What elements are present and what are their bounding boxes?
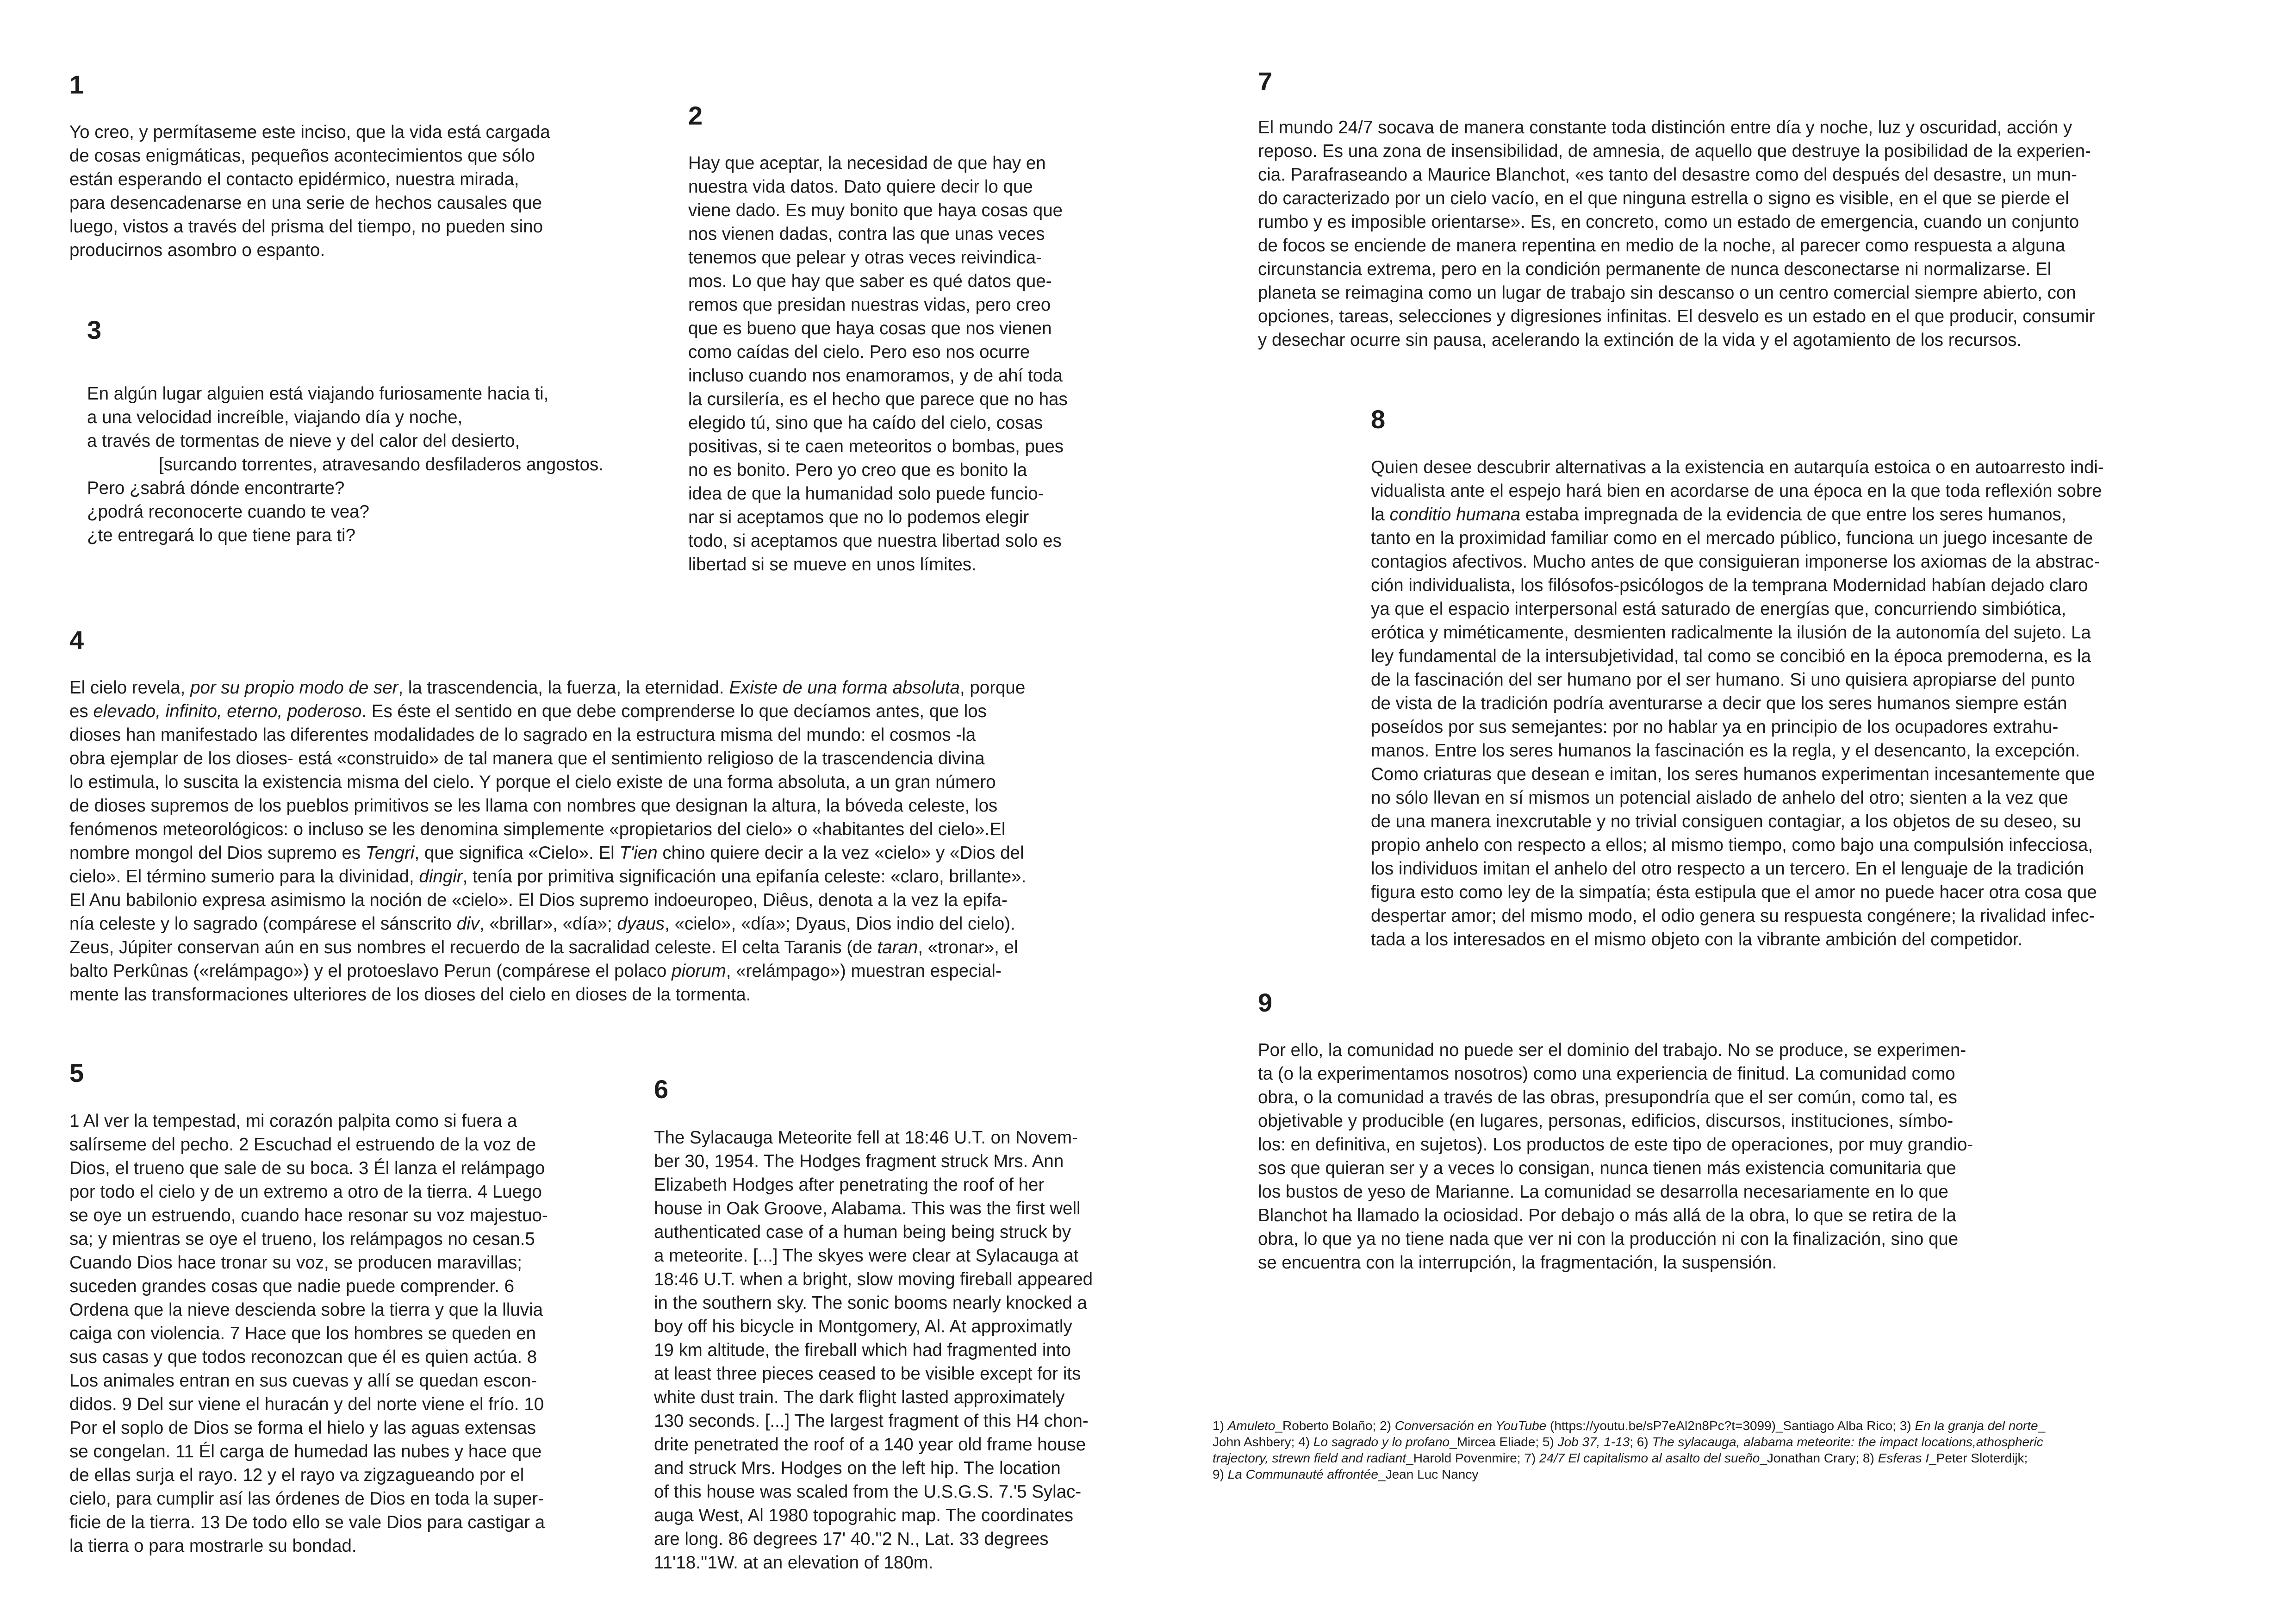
text-line: dioses han manifestado las diferentes modalidades de lo sagrado en la estructura misma del mundo: el cosmos -la [69, 725, 976, 745]
text-line: todo, si aceptamos que nuestra libertad solo es [688, 531, 1062, 551]
text-line: cielo». El término sumerio para la divinidad, dingir, tenía por primitiva significación una epifanía celeste: «claro, brillante». [69, 867, 1027, 887]
text-line: de una manera inexcrutable y no trivial consiguen contagiar, a los objetos de su deseo, su [1371, 812, 2081, 831]
section-7-text [1258, 116, 2095, 352]
text-line: no es bonito. Pero yo creo que es bonito la [688, 460, 1027, 480]
text-line: opciones, tareas, selecciones y digresiones infinitas. El desvelo es un estado en el que producir, consumir [1258, 306, 2095, 326]
text-line: despertar amor; del mismo modo, el odio genera su respuesta congénere; la rivalidad infec- [1371, 906, 2095, 926]
text-line: caiga con violencia. 7 Hace que los hombres se queden en [69, 1324, 536, 1343]
text-line: luego, vistos a través del prisma del tiempo, no pueden sino [69, 217, 543, 237]
text-line: se encuentra con la interrupción, la fragmentación, la suspensión. [1258, 1253, 1777, 1273]
text-line: sus casas y que todos reconozcan que él es quien actúa. 8 [69, 1347, 537, 1367]
text-line: Como criaturas que desean e imitan, los seres humanos experimentan incesantemente que [1371, 764, 2095, 784]
text-line: positivas, si te caen meteoritos o bombas, pues [688, 437, 1064, 456]
text-line: The Sylacauga Meteorite fell at 18:46 U.T. on Novem- [654, 1128, 1078, 1148]
text-line: de ellas surja el rayo. 12 y el rayo va zigzagueando por el [69, 1465, 524, 1485]
text-line: nía celeste y lo sagrado (compárese el sánscrito div, «brillar», «día»; dyaus, «cielo», «día»; Dyaus, Dios indio del cielo). [69, 914, 1015, 934]
text-line: Por ello, la comunidad no puede ser el dominio del trabajo. No se produce, se experimen- [1258, 1040, 1966, 1060]
text-line: Yo creo, y permítaseme este inciso, que la vida está cargada [69, 122, 550, 142]
text-line: Quien desee descubrir alternativas a la existencia en autarquía estoica o en autoarresto indi- [1371, 457, 2104, 477]
text-line: trajectory, strewn field and radiant_Harold Povenmire; 7) 24/7 El capitalismo al asalto del sueño_Jonathan Crary; 8) Esferas I_Peter Sloterdijk; [1213, 1451, 2028, 1465]
text-line: Cuando Dios hace tronar su voz, se producen maravillas; [69, 1253, 522, 1273]
section-number: 4 [69, 625, 84, 655]
text-line: incluso cuando nos enamoramos, y de ahí toda [688, 366, 1063, 386]
text-line: poseídos por sus semejantes: por no hablar ya en principio de los ocupadores extrahu- [1371, 717, 2059, 737]
text-line: John Ashbery; 4) Lo sagrado y lo profano_Mircea Eliade; 5) Job 37, 1-13; 6) The sylacauga, alabama meteorite: the impact locations,athospheric [1213, 1435, 2043, 1449]
text-line: y desechar ocurre sin pausa, acelerando la extinción de la vida y el agotamiento de los recursos. [1258, 330, 2022, 350]
text-line: Dios, el trueno que sale de su boca. 3 Él lanza el relámpago [69, 1158, 545, 1178]
text-line: nos vienen dadas, contra las que unas veces [688, 224, 1045, 244]
text-line: rumbo y es imposible orientarse». Es, en concreto, como un estado de emergencia, cuando un conjunto [1258, 212, 2079, 232]
text-line: producirnos asombro o espanto. [69, 240, 325, 260]
text-line: se congelan. 11 Él carga de humedad las nubes y hace que [69, 1442, 542, 1462]
text-line: authenticated case of a human being being struck by [654, 1222, 1071, 1242]
section-8-text [1371, 456, 2104, 951]
text-line: ficie de la tierra. 13 De todo ello se vale Dios para castigar a [69, 1512, 545, 1532]
section-5-text [69, 1109, 548, 1558]
section-2 [688, 103, 1068, 576]
text-line: los individuos imitan el anhelo del otro respecto a un tercero. En el lenguaje de la tradición [1371, 859, 2084, 879]
text-line: El Anu babilonio expresa asimismo la noción de «cielo». El Dios supremo indoeuropeo, Diêus, denota a la vez la epifa- [69, 890, 1008, 910]
text-line: Ordena que la nieve descienda sobre la tierra y que la lluvia [69, 1300, 543, 1320]
section-number: 7 [1258, 67, 1273, 96]
text-line: a meteorite. [...] The skyes were clear at Sylacauga at [654, 1246, 1079, 1266]
text-line: obra, lo que ya no tiene nada que ver ni con la producción ni con la finalización, sino que [1258, 1229, 1959, 1249]
text-line: es elevado, infinito, eterno, poderoso. Es éste el sentido en que debe comprenderse lo que decíamos antes, que los [69, 701, 987, 721]
text-line: manos. Entre los seres humanos la fascinación es la regla, y el desencanto, la excepción. [1371, 741, 2080, 761]
section-3-poem [87, 382, 604, 547]
text-line: no sólo llevan en sí mismos un potencial aislado de anhelo del otro; sienten a la vez que [1371, 788, 2068, 808]
text-line: tenemos que pelear y otras veces reivindica- [688, 248, 1042, 268]
text-line: obra, o la comunidad a través de las obras, presupondría que el ser común, como tal, es [1258, 1087, 1957, 1107]
section-2-text [688, 151, 1068, 576]
text-line: 18:46 U.T. when a bright, slow moving fireball appeared [654, 1269, 1093, 1289]
text-line: Blanchot ha llamado la ociosidad. Por debajo o más allá de la obra, lo que se retira de la [1258, 1206, 1956, 1225]
text-line: planeta se reimagina como un lugar de trabajo sin descanso o un centro comercial siempre abierto, con [1258, 283, 2076, 303]
text-line: ción individualista, los filósofos-psicólogos de la temprana Modernidad habían dejado claro [1371, 575, 2088, 595]
section-number: 2 [688, 101, 703, 130]
text-line: white dust train. The dark flight lasted approximately [654, 1387, 1065, 1407]
section-9-text [1258, 1038, 1973, 1274]
section-3 [87, 317, 604, 547]
text-line: do caracterizado por un cielo vacío, en el que ninguna estrella o signo es visible, en el que se pierde el [1258, 188, 2069, 208]
text-line: objetivable y producible (en lugares, personas, edificios, discursos, instituciones, símbo- [1258, 1111, 1954, 1131]
section-number: 6 [654, 1074, 669, 1104]
text-line: para desencadenarse en una serie de hechos causales que [69, 193, 542, 213]
text-line: 19 km altitude, the fireball which had fragmented into [654, 1340, 1071, 1360]
text-line: Elizabeth Hodges after penetrating the roof of her [654, 1175, 1045, 1195]
text-line: nar si aceptamos que no lo podemos elegir [688, 507, 1029, 527]
footnotes [1213, 1418, 2045, 1482]
text-line: contagios afectivos. Mucho antes de que consiguieran imponerse los axiomas de la abstrac- [1371, 552, 2100, 572]
text-line: salírseme del pecho. 2 Escuchad el estruendo de la voz de [69, 1135, 536, 1155]
text-line: tada a los interesados en el mismo objeto con la vibrante ambición del competidor. [1371, 930, 2023, 949]
text-line: mente las transformaciones ulteriores de los dioses del cielo en dioses de la tormenta. [69, 985, 751, 1005]
text-line: auga West, Al 1980 topograhic map. The coordinates [654, 1505, 1074, 1525]
text-line: 130 seconds. [...] The largest fragment of this H4 chon- [654, 1411, 1089, 1431]
text-line: boy off his bicycle in Montgomery, Al. At approximatly [654, 1317, 1072, 1337]
text-line: 1 Al ver la tempestad, mi corazón palpita como si fuera a [69, 1111, 517, 1131]
text-line: remos que presidan nuestras vidas, pero creo [688, 295, 1051, 315]
text-line: obra ejemplar de los dioses- está «construido» de tal manera que el sentimiento religioso de la trascendencia divina [69, 749, 985, 768]
text-line: mos. Lo que hay que saber es qué datos que- [688, 271, 1052, 291]
text-line: ¿podrá reconocerte cuando te vea? [87, 502, 369, 522]
text-line: que es bueno que haya cosas que nos vienen [688, 319, 1052, 338]
text-line: suceden grandes cosas que nadie puede comprender. 6 [69, 1276, 515, 1296]
text-line: drite penetrated the roof of a 140 year old frame house [654, 1435, 1086, 1455]
text-line: se oye un estruendo, cuando hace resonar su voz majestuo- [69, 1206, 548, 1225]
section-1 [69, 72, 550, 262]
text-line: cia. Parafraseando a Maurice Blanchot, «es tanto del desastre como del después del desastre, un mun- [1258, 165, 2077, 185]
text-line: fenómenos meteorológicos: o incluso se les denomina simplemente «propietarios del cielo» o «habitantes del cielo».El [69, 819, 1006, 839]
text-line: house in Oak Groove, Alabama. This was the first well [654, 1199, 1081, 1218]
text-line: of this house was scaled from the U.S.G.S. 7.'5 Sylac- [654, 1482, 1082, 1502]
text-line: de cosas enigmáticas, pequeños acontecimientos que sólo [69, 146, 535, 166]
text-line: 11'18.''1W. at an elevation of 180m. [654, 1553, 933, 1573]
text-line: Pero ¿sabrá dónde encontrarte? [87, 478, 345, 498]
section-6-text [654, 1126, 1093, 1574]
text-line: a una velocidad increíble, viajando día y noche, [87, 407, 463, 427]
text-line: Los animales entran en sus cuevas y allí se quedan escon- [69, 1371, 537, 1391]
text-line: a través de tormentas de nieve y del calor del desierto, [87, 431, 520, 451]
text-line: figura esto como ley de la simpatía; ésta estipula que el amor no puede hacer otra cosa que [1371, 882, 2097, 902]
section-6 [654, 1076, 1093, 1574]
text-line: balto Perkûnas («relámpago») y el protoeslavo Perun (compárese el polaco piorum, «relámpago») muestran especial- [69, 961, 1002, 981]
text-line: are long. 86 degrees 17' 40.''2 N., Lat. 33 degrees [654, 1529, 1049, 1549]
text-line: tanto en la proximidad familiar como en el mercado público, funciona un juego incesante de [1371, 528, 2093, 548]
section-number: 8 [1371, 405, 1386, 434]
text-line: ¿te entregará lo que tiene para ti? [87, 525, 356, 545]
text-line: los: en definitiva, en sujetos). Los productos de este tipo de operaciones, por muy grandio- [1258, 1135, 1973, 1155]
text-line: circunstancia extrema, pero en la condición permanente de nunca desconectarse ni normalizarse. El [1258, 259, 2052, 279]
section-number: 1 [69, 70, 84, 99]
text-line: cielo, para cumplir así las órdenes de Dios en toda la super- [69, 1489, 544, 1509]
text-line: Zeus, Júpiter conservan aún en sus nombres el recuerdo de la sacralidad celeste. El celta Taranis (de taran, «tronar», el [69, 937, 1018, 957]
text-line: at least three pieces ceased to be visible except for its [654, 1364, 1081, 1384]
text-line: En algún lugar alguien está viajando furiosamente hacia ti, [87, 384, 549, 404]
section-1-text [69, 120, 550, 262]
text-line: El cielo revela, por su propio modo de ser, la trascendencia, la fuerza, la eternidad. Existe de una forma absoluta, porque [69, 678, 1026, 698]
text-line: vidualista ante el espejo hará bien en acordarse de una época en la que toda reflexión sobre [1371, 481, 2102, 501]
text-line: reposo. Es una zona de insensibilidad, de amnesia, de aquello que destruye la posibilidad de la experien- [1258, 141, 2091, 161]
text-line: idea de que la humanidad solo puede funcio- [688, 484, 1044, 504]
text-line: la tierra o para mostrarle su bondad. [69, 1536, 357, 1556]
section-5 [69, 1060, 548, 1558]
text-line: lo estimula, lo suscita la existencia misma del cielo. Y porque el cielo existe de una forma absoluta, a un gran número [69, 772, 996, 792]
section-7 [1258, 69, 2095, 352]
text-line: libertad si se mueve en unos límites. [688, 555, 977, 575]
text-line: como caídas del cielo. Pero eso nos ocurre [688, 342, 1030, 362]
text-line: didos. 9 Del sur viene el huracán y del norte viene el frío. 10 [69, 1394, 544, 1414]
text-line: Por el soplo de Dios se forma el hielo y las aguas extensas [69, 1418, 536, 1438]
text-line: ley fundamental de la intersubjetividad, tal como se concibió en la época premoderna, es la [1371, 646, 2091, 666]
text-line: sa; y mientras se oye el trueno, los relámpagos no cesan.5 [69, 1229, 535, 1249]
text-line: de la fascinación del ser humano por el ser humano. Si uno quisiera apropiarse del punto [1371, 670, 2075, 690]
text-line: [surcando torrentes, atravesando desfiladeros angostos. [159, 455, 604, 475]
text-line: propio anhelo con respecto a ellos; al mismo tiempo, como bajo una compulsión infecciosa, [1371, 835, 2093, 855]
text-line: viene dado. Es muy bonito que haya cosas que [688, 200, 1063, 220]
text-line: El mundo 24/7 socava de manera constante toda distinción entre día y noche, luz y oscuridad, acción y [1258, 118, 2072, 137]
text-line: ta (o la experimentamos nosotros) como una experiencia de finitud. La comunidad como [1258, 1064, 1955, 1084]
section-9 [1258, 990, 1973, 1274]
text-line: Hay que aceptar, la necesidad de que hay en [688, 153, 1046, 173]
text-line: elegido tú, sino que ha caído del cielo, cosas [688, 413, 1043, 433]
text-line: 1) Amuleto_Roberto Bolaño; 2) Conversación en YouTube (https://youtu.be/sP7eAl2n8Pc?t=3099)_Santiago Alba Rico; 3) En la granja del norte_ [1213, 1418, 2046, 1433]
text-line: de focos se enciende de manera repentina en medio de la noche, al parecer como respuesta a alguna [1258, 236, 2066, 256]
section-4 [69, 627, 1026, 1006]
section-number: 3 [87, 315, 102, 344]
text-line: los bustos de yeso de Marianne. La comunidad se desarrolla necesariamente en lo que [1258, 1182, 1948, 1202]
text-line: la conditio humana estaba impregnada de la evidencia de que entre los seres humanos, [1371, 505, 2066, 525]
section-number: 5 [69, 1058, 84, 1087]
text-line: in the southern sky. The sonic booms nearly knocked a [654, 1293, 1087, 1313]
text-line: están esperando el contacto epidérmico, nuestra mirada, [69, 169, 519, 189]
section-number: 9 [1258, 988, 1273, 1017]
text-line: de vista de la tradición podría aventurarse a decir que los seres humanos siempre están [1371, 693, 2067, 713]
text-line: ya que el espacio interpersonal está saturado de energías que, concurriendo simbiótica, [1371, 599, 2066, 619]
text-line: la cursilería, es el hecho que parece que no has [688, 389, 1068, 409]
text-line: nombre mongol del Dios supremo es Tengri, que significa «Cielo». El T'ien chino quiere decir a la vez «cielo» y «Dios del [69, 843, 1024, 863]
text-line: and struck Mrs. Hodges on the left hip. The location [654, 1458, 1061, 1478]
text-line: 9) La Communauté affrontée_Jean Luc Nancy [1213, 1467, 1479, 1481]
text-line: sos que quieran ser y a veces lo consigan, nunca tienen más existencia comunitaria que [1258, 1158, 1956, 1178]
section-4-text [69, 676, 1026, 1006]
text-line: erótica y miméticamente, desmienten radicalmente la ilusión de la autonomía del sujeto. La [1371, 623, 2091, 643]
text-line: por todo el cielo y de un extremo a otro de la tierra. 4 Luego [69, 1182, 542, 1202]
text-line: nuestra vida datos. Dato quiere decir lo que [688, 177, 1033, 197]
text-line: de dioses supremos de los pueblos primitivos se les llama con nombres que designan la altura, la bóveda celeste, los [69, 796, 998, 816]
text-line: ber 30, 1954. The Hodges fragment struck Mrs. Ann [654, 1151, 1064, 1171]
section-8 [1371, 406, 2104, 951]
